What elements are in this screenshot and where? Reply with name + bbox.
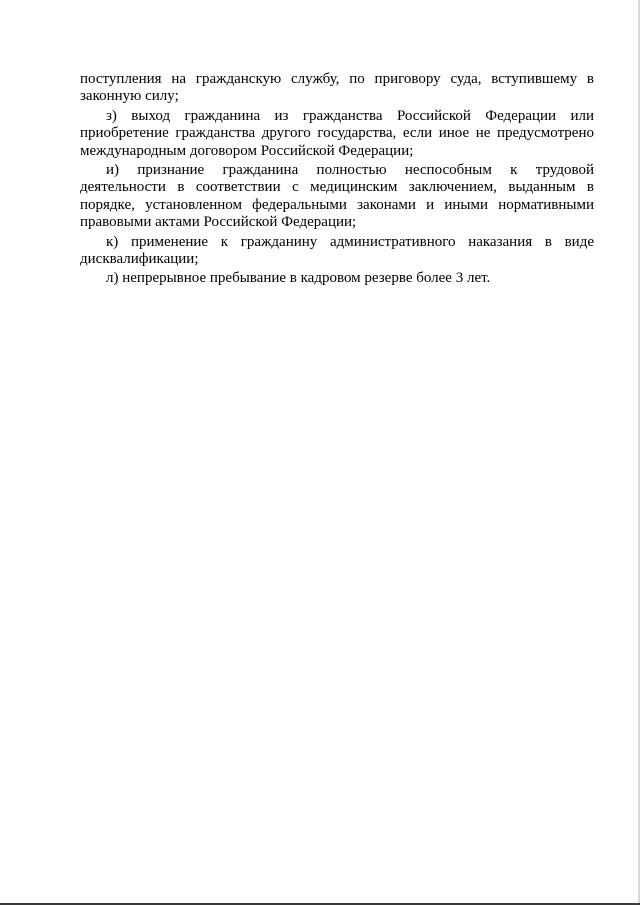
document-body (80, 71, 594, 290)
paragraph-item-z: з) выход гражданина из гражданства Российской Федерации или приобретение гражданства другого государства, если иное не предусмотрено международным договором Российской Федерации; (80, 107, 594, 159)
paragraph-item-i: и) признание гражданина полностью неспособным к трудовой деятельности в соответствии с медицинским заключением, выданным в порядке, установленном федеральными законами и иными нормативными правовыми актами Российской Федерации; (80, 162, 594, 231)
paragraph-continuation: поступления на гражданскую службу, по приговору суда, вступившему в законную силу; (80, 71, 594, 105)
paragraph-item-l: л) непрерывное пребывание в кадровом резерве более 3 лет. (106, 270, 491, 287)
paragraph-item-k: к) применение к гражданину административного наказания в виде дисквалификации; (80, 233, 594, 268)
